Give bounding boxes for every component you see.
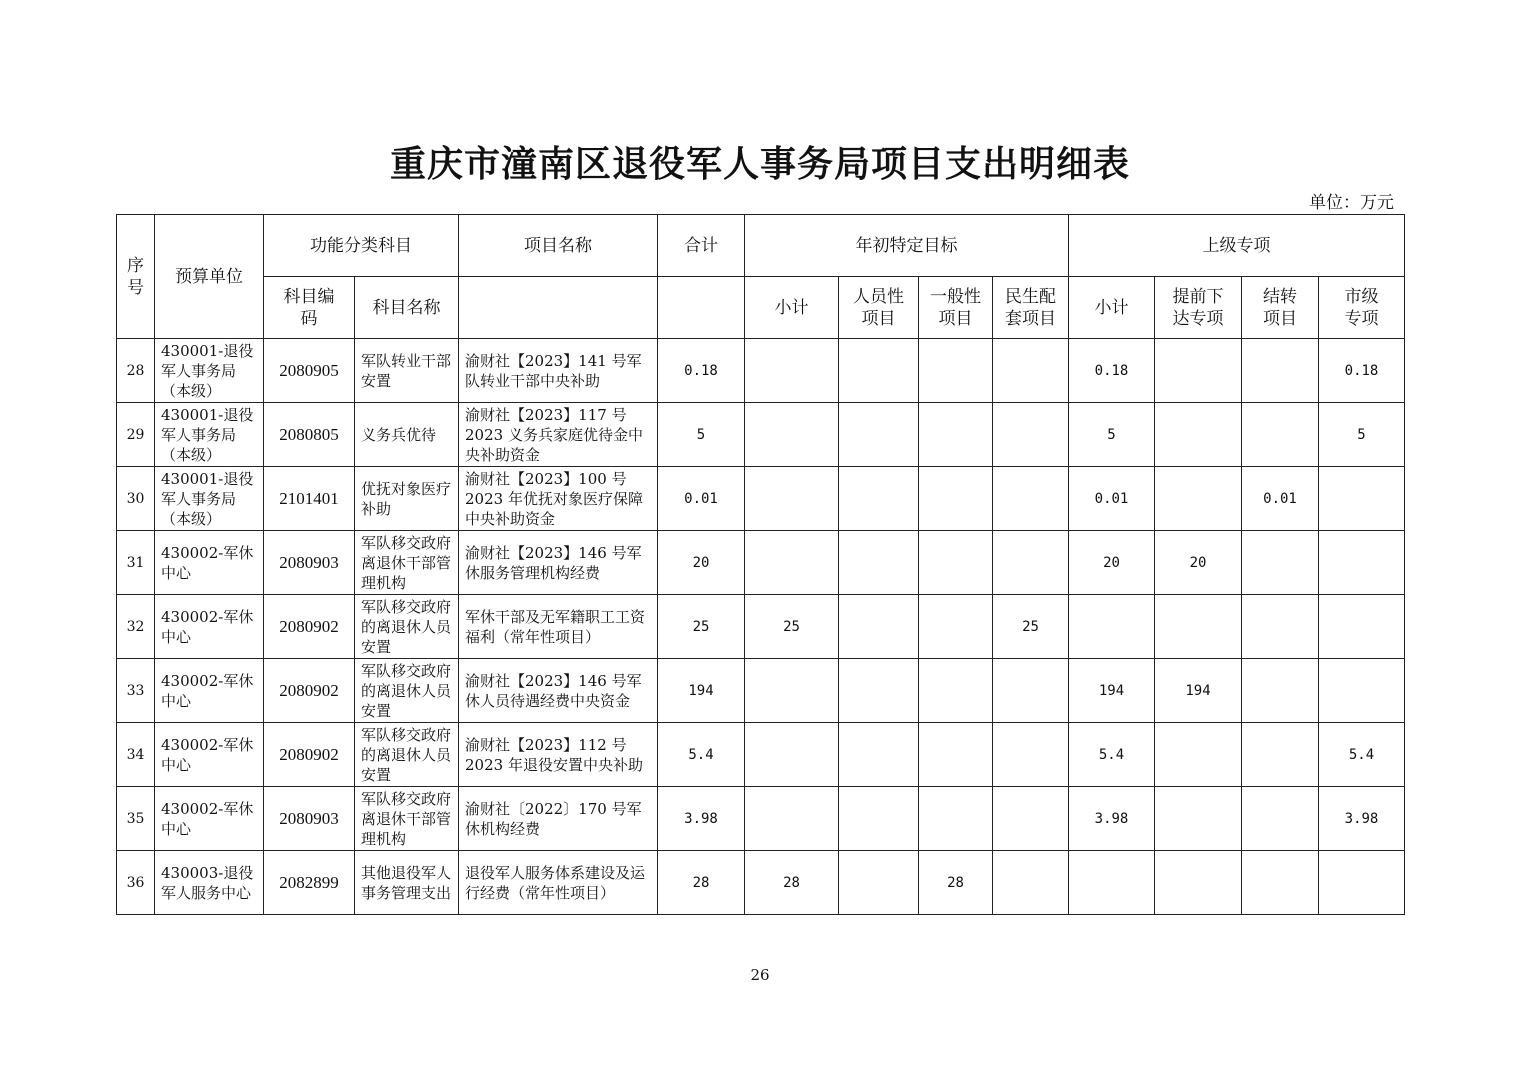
cell-municipal [1319, 467, 1405, 531]
table-row [117, 467, 1405, 531]
cell-municipal: 0.18 [1319, 339, 1405, 403]
cell-annual-subtotal [745, 467, 839, 531]
header-seq: 序号 [117, 215, 155, 339]
header-project-name-blank [459, 277, 658, 339]
cell-superior-subtotal [1069, 595, 1155, 659]
header-advance: 提前下达专项 [1155, 277, 1242, 339]
cell-project: 渝财社【2023】146 号军休服务管理机构经费 [459, 531, 658, 595]
page-number: 26 [750, 966, 770, 984]
cell-seq: 28 [117, 339, 155, 403]
cell-seq: 32 [117, 595, 155, 659]
header-general: 一般性项目 [919, 277, 993, 339]
cell-annual-subtotal [745, 531, 839, 595]
cell-livelihood [993, 659, 1069, 723]
cell-carryover [1242, 787, 1319, 851]
table-row [117, 659, 1405, 723]
cell-code: 2080903 [264, 787, 355, 851]
cell-general [919, 723, 993, 787]
cell-code: 2101401 [264, 467, 355, 531]
cell-personnel [839, 403, 919, 467]
cell-superior-subtotal: 3.98 [1069, 787, 1155, 851]
header-total: 合计 [658, 215, 745, 277]
table-row [117, 595, 1405, 659]
header-carryover: 结转项目 [1242, 277, 1319, 339]
cell-unit: 430002-军休中心 [155, 787, 264, 851]
header-annual-target: 年初特定目标 [745, 215, 1069, 277]
cell-unit: 430002-军休中心 [155, 595, 264, 659]
cell-subject: 优抚对象医疗补助 [355, 467, 459, 531]
cell-code: 2080805 [264, 403, 355, 467]
project-expenditure-table [116, 214, 1405, 915]
cell-personnel [839, 659, 919, 723]
cell-project: 渝财社【2023】141 号军队转业干部中央补助 [459, 339, 658, 403]
cell-seq: 35 [117, 787, 155, 851]
cell-total: 20 [658, 531, 745, 595]
cell-personnel [839, 723, 919, 787]
cell-seq: 34 [117, 723, 155, 787]
header-subject-name: 科目名称 [355, 277, 459, 339]
table-row [117, 403, 1405, 467]
cell-annual-subtotal: 28 [745, 851, 839, 915]
cell-carryover [1242, 531, 1319, 595]
cell-project: 退役军人服务体系建设及运行经费（常年性项目） [459, 851, 658, 915]
cell-total: 25 [658, 595, 745, 659]
cell-annual-subtotal: 25 [745, 595, 839, 659]
cell-total: 0.01 [658, 467, 745, 531]
cell-subject: 军队移交政府离退休干部管理机构 [355, 787, 459, 851]
header-function-category: 功能分类科目 [264, 215, 459, 277]
header-row-2 [117, 277, 1405, 339]
cell-project: 渝财社【2023】100 号 2023 年优抚对象医疗保障中央补助资金 [459, 467, 658, 531]
cell-livelihood [993, 851, 1069, 915]
cell-personnel [839, 339, 919, 403]
cell-municipal: 5 [1319, 403, 1405, 467]
unit-label: 单位：万元 [1309, 193, 1394, 213]
cell-livelihood [993, 787, 1069, 851]
cell-code: 2082899 [264, 851, 355, 915]
header-municipal: 市级专项 [1319, 277, 1405, 339]
cell-unit: 430001-退役军人事务局（本级） [155, 403, 264, 467]
cell-municipal [1319, 851, 1405, 915]
cell-carryover [1242, 595, 1319, 659]
cell-subject: 义务兵优待 [355, 403, 459, 467]
cell-subject: 军队移交政府的离退休人员安置 [355, 659, 459, 723]
cell-advance: 20 [1155, 531, 1242, 595]
cell-total: 5.4 [658, 723, 745, 787]
cell-livelihood: 25 [993, 595, 1069, 659]
cell-code: 2080902 [264, 659, 355, 723]
cell-advance [1155, 339, 1242, 403]
cell-advance [1155, 787, 1242, 851]
table-row [117, 723, 1405, 787]
cell-superior-subtotal [1069, 851, 1155, 915]
cell-personnel [839, 531, 919, 595]
cell-carryover [1242, 659, 1319, 723]
cell-code: 2080903 [264, 531, 355, 595]
header-row-1 [117, 215, 1405, 277]
cell-personnel [839, 595, 919, 659]
cell-code: 2080902 [264, 723, 355, 787]
cell-general [919, 531, 993, 595]
cell-advance [1155, 851, 1242, 915]
cell-subject: 其他退役军人事务管理支出 [355, 851, 459, 915]
cell-superior-subtotal: 5.4 [1069, 723, 1155, 787]
cell-total: 0.18 [658, 339, 745, 403]
cell-code: 2080905 [264, 339, 355, 403]
cell-personnel [839, 851, 919, 915]
cell-livelihood [993, 339, 1069, 403]
cell-unit: 430003-退役军人服务中心 [155, 851, 264, 915]
header-subject-code: 科目编码 [264, 277, 355, 339]
cell-superior-subtotal: 0.01 [1069, 467, 1155, 531]
header-livelihood: 民生配套项目 [993, 277, 1069, 339]
table-row [117, 531, 1405, 595]
cell-municipal [1319, 531, 1405, 595]
cell-subject: 军队移交政府离退休干部管理机构 [355, 531, 459, 595]
cell-general [919, 659, 993, 723]
cell-carryover [1242, 339, 1319, 403]
cell-project: 渝财社【2023】146 号军休人员待遇经费中央资金 [459, 659, 658, 723]
cell-general [919, 595, 993, 659]
cell-annual-subtotal [745, 339, 839, 403]
cell-general [919, 467, 993, 531]
cell-personnel [839, 467, 919, 531]
cell-municipal [1319, 595, 1405, 659]
cell-municipal [1319, 659, 1405, 723]
cell-carryover [1242, 723, 1319, 787]
cell-general [919, 787, 993, 851]
cell-unit: 430001-退役军人事务局（本级） [155, 339, 264, 403]
header-superior-subtotal: 小计 [1069, 277, 1155, 339]
cell-unit: 430001-退役军人事务局（本级） [155, 467, 264, 531]
header-budget-unit: 预算单位 [155, 215, 264, 339]
header-project-name: 项目名称 [459, 215, 658, 277]
cell-annual-subtotal [745, 659, 839, 723]
cell-livelihood [993, 403, 1069, 467]
cell-subject: 军队移交政府的离退休人员安置 [355, 595, 459, 659]
cell-general [919, 403, 993, 467]
cell-total: 28 [658, 851, 745, 915]
header-personnel: 人员性项目 [839, 277, 919, 339]
cell-advance [1155, 403, 1242, 467]
cell-unit: 430002-军休中心 [155, 723, 264, 787]
cell-livelihood [993, 531, 1069, 595]
header-annual-subtotal: 小计 [745, 277, 839, 339]
table-row [117, 851, 1405, 915]
cell-unit: 430002-军休中心 [155, 659, 264, 723]
cell-advance [1155, 723, 1242, 787]
cell-annual-subtotal [745, 787, 839, 851]
header-total-blank [658, 277, 745, 339]
cell-carryover [1242, 403, 1319, 467]
cell-code: 2080902 [264, 595, 355, 659]
cell-advance [1155, 595, 1242, 659]
cell-project: 渝财社【2023】112 号 2023 年退役安置中央补助 [459, 723, 658, 787]
page-title: 重庆市潼南区退役军人事务局项目支出明细表 [389, 143, 1130, 185]
cell-total: 5 [658, 403, 745, 467]
cell-superior-subtotal: 5 [1069, 403, 1155, 467]
cell-livelihood [993, 467, 1069, 531]
cell-subject: 军队移交政府的离退休人员安置 [355, 723, 459, 787]
cell-personnel [839, 787, 919, 851]
cell-seq: 33 [117, 659, 155, 723]
cell-seq: 31 [117, 531, 155, 595]
cell-superior-subtotal: 20 [1069, 531, 1155, 595]
cell-municipal: 5.4 [1319, 723, 1405, 787]
cell-annual-subtotal [745, 723, 839, 787]
cell-seq: 29 [117, 403, 155, 467]
cell-annual-subtotal [745, 403, 839, 467]
cell-advance: 194 [1155, 659, 1242, 723]
cell-carryover [1242, 851, 1319, 915]
cell-project: 军休干部及无军籍职工工资福利（常年性项目） [459, 595, 658, 659]
cell-total: 3.98 [658, 787, 745, 851]
header-superior-special: 上级专项 [1069, 215, 1405, 277]
cell-advance [1155, 467, 1242, 531]
cell-general: 28 [919, 851, 993, 915]
cell-total: 194 [658, 659, 745, 723]
cell-seq: 36 [117, 851, 155, 915]
table-row [117, 339, 1405, 403]
cell-superior-subtotal: 0.18 [1069, 339, 1155, 403]
cell-municipal: 3.98 [1319, 787, 1405, 851]
cell-subject: 军队转业干部安置 [355, 339, 459, 403]
cell-project: 渝财社【2023】117 号 2023 义务兵家庭优待金中央补助资金 [459, 403, 658, 467]
cell-seq: 30 [117, 467, 155, 531]
cell-general [919, 339, 993, 403]
cell-project: 渝财社〔2022〕170 号军休机构经费 [459, 787, 658, 851]
cell-carryover: 0.01 [1242, 467, 1319, 531]
cell-superior-subtotal: 194 [1069, 659, 1155, 723]
cell-livelihood [993, 723, 1069, 787]
cell-unit: 430002-军休中心 [155, 531, 264, 595]
table-row [117, 787, 1405, 851]
